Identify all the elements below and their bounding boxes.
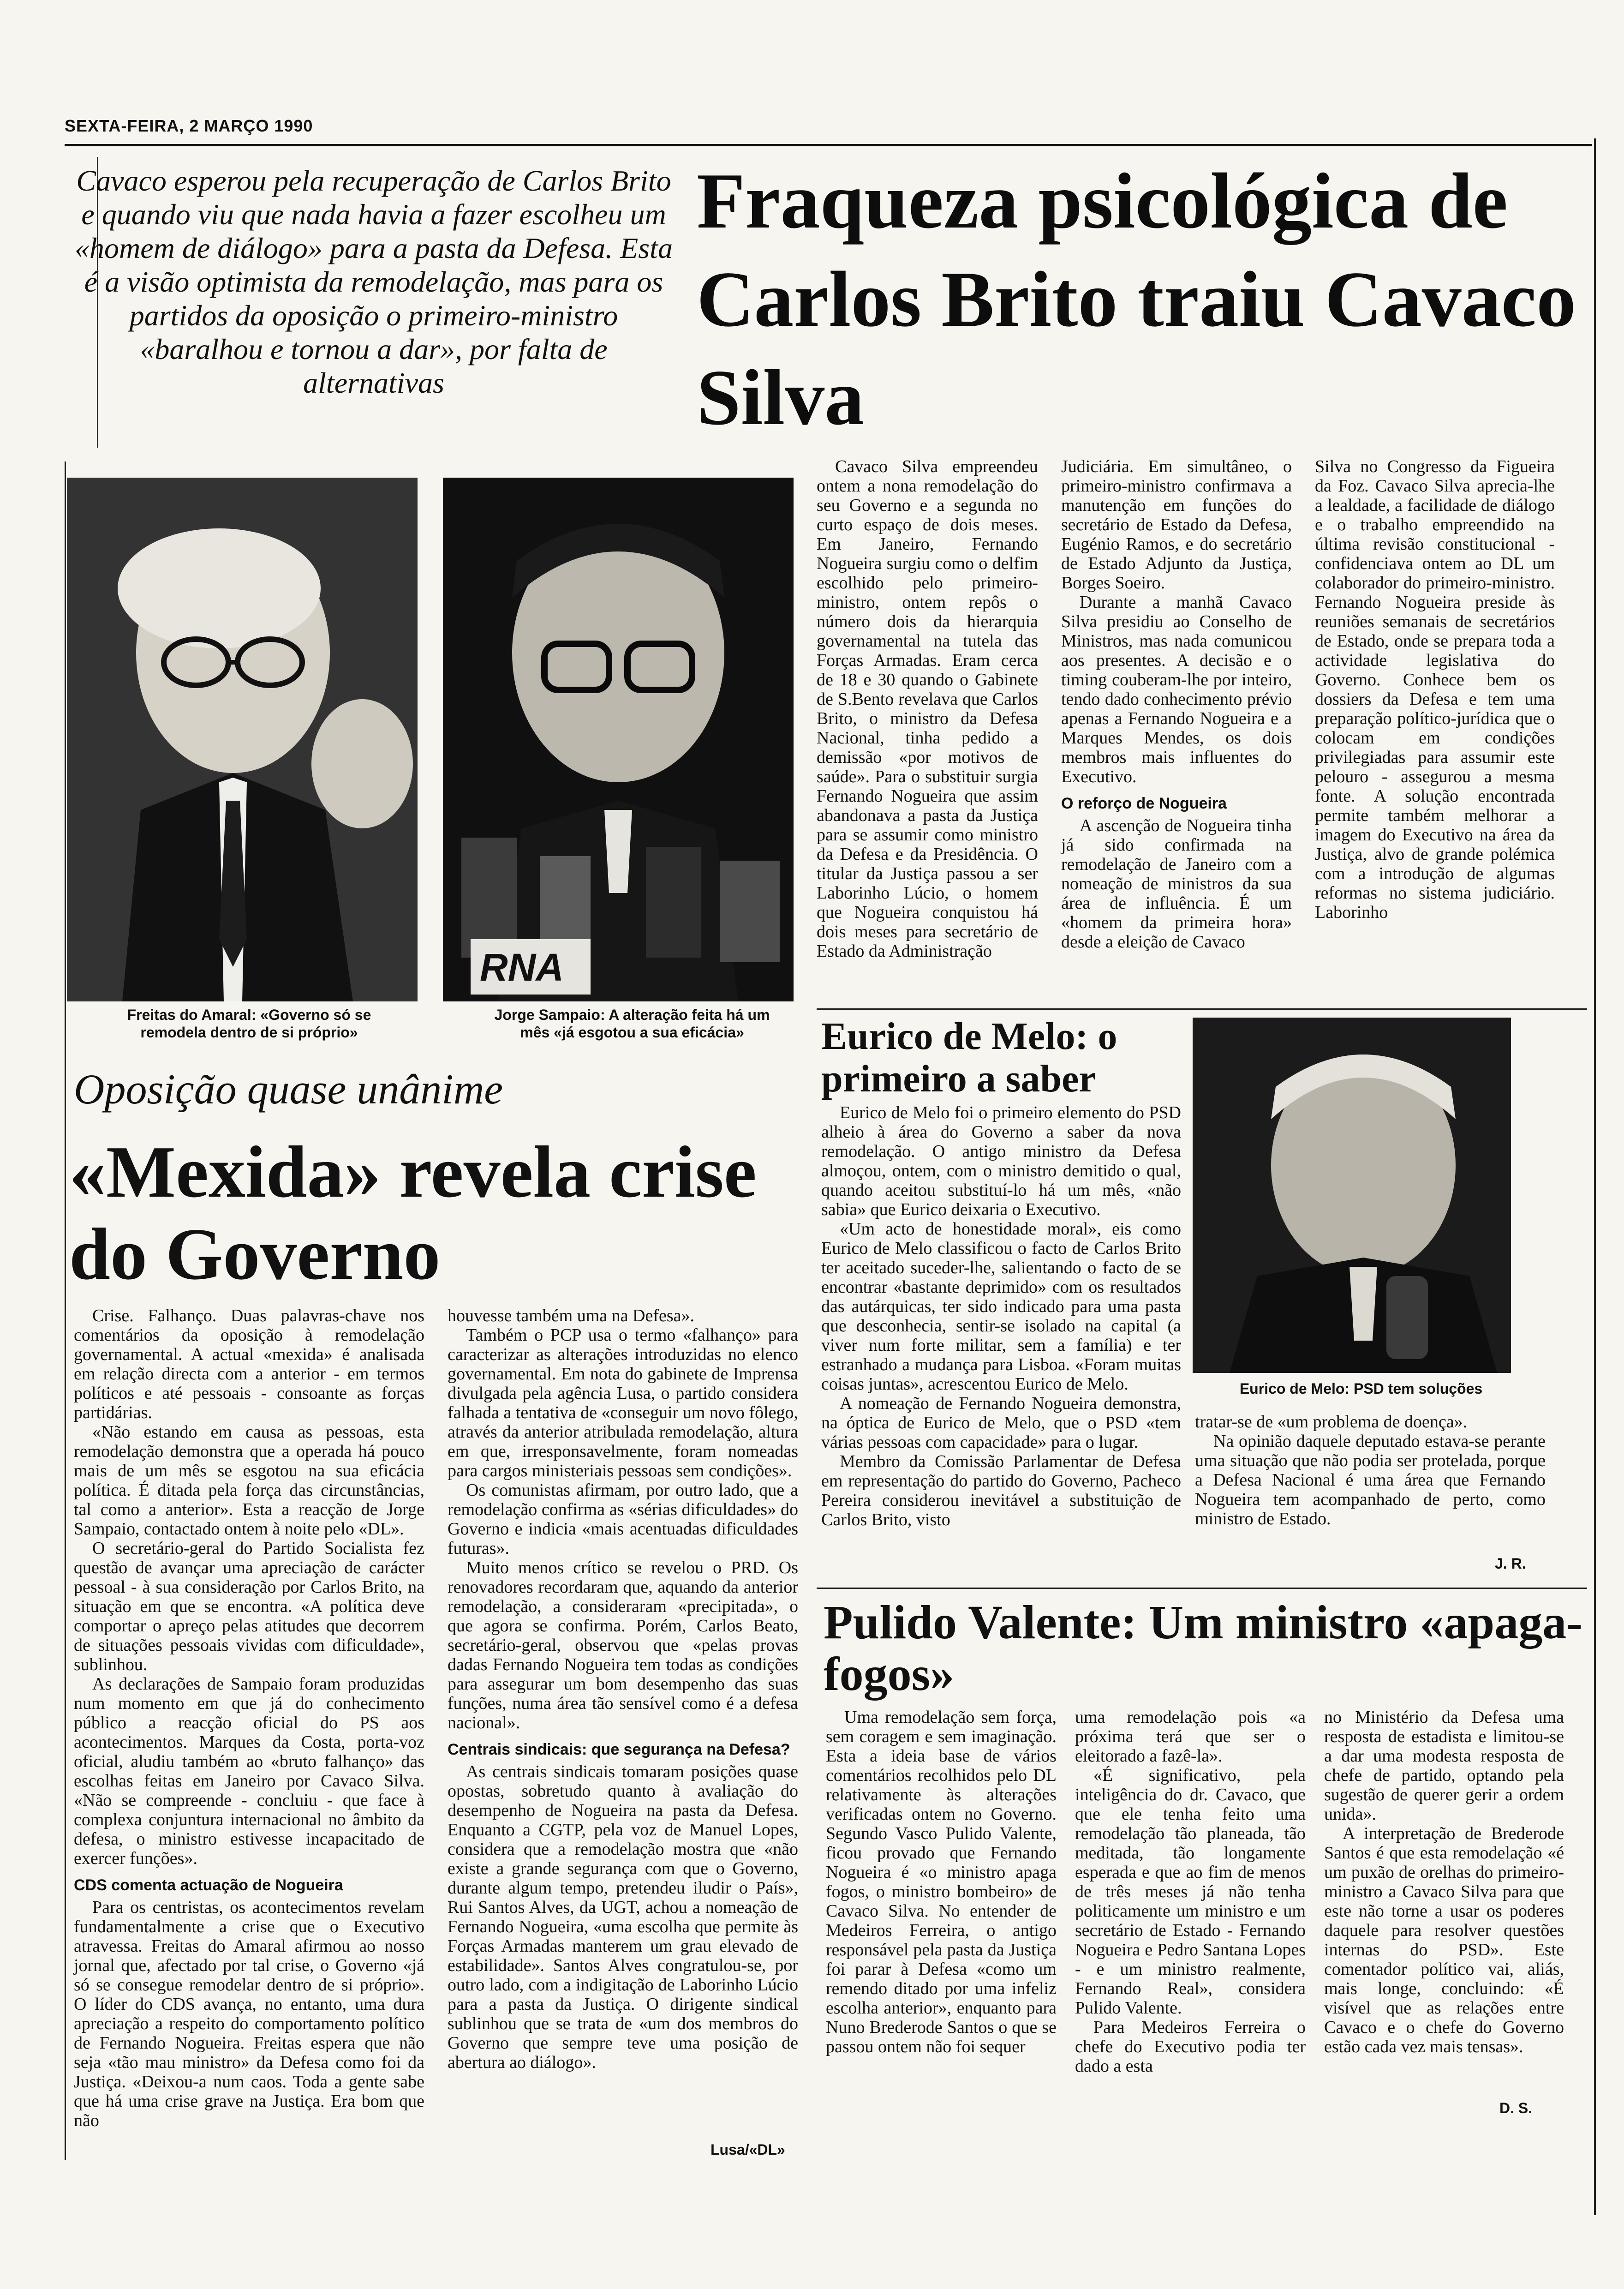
- eurico-signature: J. R.: [1495, 1555, 1526, 1572]
- photo-freitas-do-amaral: [67, 478, 418, 1001]
- pulido-column-3: [1324, 1708, 1564, 2056]
- oposicao-col1-para2: «Não estando em causa as pessoas, esta remodelação demonstra que a operada há pouco mais de um mês se esgotou na sua eficácia política. É ditada pela força das circunstâncias, tal como a anterior». Esta a reacção de Jorge Sampaio, contactado ontem à noite pelo «DL».: [74, 1422, 424, 1539]
- pulido-column-2: [1075, 1708, 1306, 2076]
- pulido-col2-para1: uma remodelação pois «a próxima terá que ser o eleitorado a fazê-la».: [1075, 1708, 1306, 1766]
- eurico-top-rule: [817, 1008, 1587, 1010]
- eurico-para3: A nomeação de Fernando Nogueira demonstra, na óptica de Eurico de Melo, que o PSD «tem várias pessoas com capacidade» para o lugar.: [821, 1394, 1181, 1452]
- photo-eurico-de-melo: [1193, 1018, 1511, 1373]
- main-col1-text: Cavaco Silva empreendeu ontem a nona remodelação do seu Governo e a segunda no curto espaço de dois meses. Em Janeiro, Fernando Nogueira surgiu como o delfim escolhido pelo primeiro-ministro, ontem repôs o número dois da hierarquia governamental na tutela das Forças Armadas. Eram cerca de 18 e 30 quando o Gabinete de S.Bento revelava que Carlos Brito, o ministro da Defesa Nacional, tinha pedido a demissão «por motivos de saúde». Para o substituir surgia Fernando Nogueira que assim abandonava a pasta da Justiça para se assumir como ministro da Defesa e da Presidência. O titular da Justiça passou a ser Laborinho Lúcio, o homem que Nogueira conquistou há dois meses para secretário de Estado da Administração: [817, 457, 1038, 961]
- oposicao-kicker: Oposição quase unânime: [74, 1066, 503, 1113]
- eurico-para5: tratar-se de «um problema de doença».: [1195, 1412, 1468, 1432]
- mic-flag-label: RNA: [480, 946, 564, 989]
- eurico-para4: Membro da Comissão Parlamentar de Defesa em representação do partido do Governo, Pacheco Pereira considerou inevitável a substituição de Carlos Brito, visto: [821, 1452, 1181, 1529]
- main-column-3: [1315, 457, 1555, 922]
- oposicao-signature: Lusa/«DL»: [710, 2141, 785, 2158]
- main-col2-para3: A ascenção de Nogueira tinha já sido confirmada na remodelação de Janeiro com a nomeação de ministros da sua área de influência. É um «homem da primeira hora» desde a eleição de Cavaco: [1061, 816, 1292, 952]
- oposicao-col1-para3: O secretário-geral do Partido Socialista fez questão de avançar uma apreciação de carácter pessoal - à sua consideração por Carlos Brito, na situação em que se encontra. «A política deve comportar o apreço pelas atitudes que decorrem de situações pessoais vividas com dificuldade», sublinhou.: [74, 1539, 424, 1674]
- oposicao-col1-para4: As declarações de Sampaio foram produzidas num momento em que já do conhecimento público a reacção oficial do PS aos acontecimentos. Marques da Costa, porta-voz oficial, aludiu também ao «bruto falhanço» das escolhas feitas em Janeiro por Cavaco Silva. «Não se compreende - concluiu - que face à complexa conjuntura internacional no âmbito da defesa, o ministro estivesse incapacitado de exercer funções».: [74, 1674, 424, 1868]
- pulido-col3-para2: A interpretação de Brederode Santos é que esta remodelação «é um puxão de orelhas do primeiro-ministro a Cavaco Silva para que este não torne a usar os poderes daquele para resolver questões internas do PSD». Este comentador político vai, aliás, mais longe, concluindo: «É visível que as relações entre Cavaco e o chefe do Governo estão cada vez mais tensas».: [1324, 1824, 1564, 2056]
- oposicao-headline: «Mexida» revela crise do Governo: [69, 1131, 757, 1295]
- right-border-rule: [1594, 138, 1596, 2215]
- dateline: SEXTA-FEIRA, 2 MARÇO 1990: [65, 116, 313, 135]
- pulido-column-1: [826, 1708, 1057, 2056]
- oposicao-col2-para2: Também o PCP usa o termo «falhanço» para caracterizar as alterações introduzidas no elenco governamental. Em nota do gabinete de Imprensa divulgada pela agência Lusa, o partido considera falhada a tentativa de «conseguir um novo fôlego, através da anterior atribulada remodelação, altura em que, irresponsavelmente, foram nomeadas para cargos ministeriais pessoas sem condições».: [448, 1325, 798, 1480]
- oposicao-col1-para5: Para os centristas, os acontecimentos revelam fundamentalmente a crise que o Executivo atravessa. Freitas do Amaral afirmou ao nosso jornal que, afectado por tal crise, o Governo «já só se consegue remodelar dentro de si próprio». O líder do CDS avança, no entanto, uma dura apreciação a respeito do comportamento político de Fernando Nogueira. Freitas espera que não seja «tão mau ministro» da Defesa como foi da Justiça. «Deixou-a num caos. Toda a gente sabe que há uma crise grave na Justiça. Era bom que não: [74, 1898, 424, 2130]
- pulido-col2-para3: Para Medeiros Ferreira o chefe do Executivo podia ter dado a esta: [1075, 2018, 1306, 2076]
- caption-jorge-sampaio: Jorge Sampaio: A alteração feita há um mês «já esgotou a sua eficácia»: [494, 1007, 770, 1041]
- main-col2-subhead: O reforço de Nogueira: [1061, 795, 1227, 812]
- main-column-2: [1061, 457, 1292, 952]
- eurico-headline: Eurico de Melo: o primeiro a saber: [821, 1015, 1117, 1100]
- pulido-headline: Pulido Valente: Um ministro «apaga-fogos»: [824, 1596, 1582, 1701]
- oposicao-column-2: [448, 1306, 798, 2072]
- main-col2-para1: Judiciária. Em simultâneo, o primeiro-ministro confirmava a manutenção em funções do secretário de Estado da Defesa, Eugénio Ramos, e do secretário de Estado Adjunto da Justiça, Borges Soeiro.: [1061, 457, 1292, 593]
- main-headline: Fraqueza psicológica de Carlos Brito traiu Cavaco Silva: [697, 157, 1576, 442]
- caption-eurico-de-melo: Eurico de Melo: PSD tem soluções: [1239, 1380, 1483, 1397]
- pulido-col1-text: Uma remodelação sem força, sem coragem e sem imaginação. Esta a ideia base de vários comentários recolhidos pelo DL relativamente às alterações verificadas ontem no Governo. Segundo Vasco Pulido Valente, ficou provado que Fernando Nogueira é «o ministro apaga fogos, o ministro bombeiro» de Cavaco Silva. No entender de Medeiros Ferreira, o antigo responsável pela pasta da Justiça foi parar à Defesa «como um remendo ditado por uma infeliz escolha anterior», enquanto para Nuno Brederode Santos o que se passou ontem não foi sequer: [826, 1708, 1057, 2056]
- header-rule: [65, 144, 1592, 146]
- main-col2-para2: Durante a manhã Cavaco Silva presidiu ao Conselho de Ministros, mas nada comunicou aos presentes. A decisão e o timing couberam-lhe por inteiro, tendo dado conhecimento prévio apenas a Fernando Nogueira e a Marques Mendes, os dois membros mais influentes do Executivo.: [1061, 593, 1292, 786]
- pulido-col2-para2: «É significativo, pela inteligência do dr. Cavaco, que que ele tenha feito uma remodelação tão planeada, tão meditada, tão longamente esperada e que ao fim de menos de três meses já não tenha politicamente um ministro e um secretário de Estado - Fernando Nogueira e Pedro Santana Lopes - e um ministro realmente, Fernando Real», considera Pulido Valente.: [1075, 1766, 1306, 2018]
- oposicao-col1-para1: Crise. Falhanço. Duas palavras-chave nos comentários da oposição à remodelação governamental. A actual «mexida» é analisada em relação directa com a anterior - em termos políticos e até pessoais - consoante as forças partidárias.: [74, 1306, 424, 1422]
- oposicao-col2-para5: As centrais sindicais tomaram posições quase opostas, sobretudo quanto à avaliação do desempenho de Nogueira na pasta da Defesa. Enquanto a CGTP, pela voz de Manuel Lopes, considera que a remodelação mostra que «não existe a grande segurança com que o Governo, durante algum tempo, pretendeu iludir o País», Rui Santos Alves, da UGT, achou a nomeação de Fernando Nogueira, «uma escolha que permite às Forças Armadas manterem um grau elevado de estabilidade». Santos Alves congratulou-se, por outro lado, com a indigitação de Laborinho Lúcio para a pasta da Justiça. O dirigente sindical sublinhou que se trata de «um dos membros do Governo que sempre teve uma posição de abertura ao diálogo».: [448, 1762, 798, 2072]
- oposicao-col2-subhead: Centrais sindicais: que segurança na Defesa?: [448, 1741, 790, 1758]
- eurico-para1: Eurico de Melo foi o primeiro elemento do PSD alheio à área do Governo a saber da nova remodelação. O antigo ministro da Defesa almoçou, ontem, com o ministro demitido o qual, quando aceitou substituí-lo há um mês, «não sabia» que Eurico deixaria o Executivo.: [821, 1103, 1181, 1219]
- main-column-1: [817, 457, 1038, 961]
- main-deck: Cavaco esperou pela recuperação de Carlos Brito e quando viu que nada havia a fazer escolheu um «homem de diálogo» para a pasta da Defesa. Esta é a visão optimista da remodelação, mas para os partidos da oposição o primeiro-ministro «baralhou e tornou a dar», por falta de alternativas: [75, 164, 673, 399]
- pulido-signature: D. S.: [1499, 2100, 1533, 2116]
- eurico-para2: «Um acto de honestidade moral», eis como Eurico de Melo classificou o facto de Carlos Brito ter aceitado suceder-lhe, salientando o facto de se encontrar «bastante deprimido» com os resultados das autárquicas, ter sido indicado para uma pasta que desconhecia, sentir-se isolado na capital (a viver num forte militar, sem a família) e ter estranhado a mudança para Lisboa. «Foram muitas coisas juntas», acrescentou Eurico de Melo.: [821, 1219, 1181, 1394]
- oposicao-col2-para3: Os comunistas afirmam, por outro lado, que a remodelação confirma as «sérias dificuldades» do Governo e indicia «mais acentuadas dificuldades futuras».: [448, 1480, 798, 1558]
- oposicao-col2-para4: Muito menos crítico se revelou o PRD. Os renovadores recordaram que, aquando da anterior remodelação, a consideraram «precipitada», o que agora se confirma. Porém, Carlos Beato, secretário-geral, observou que «pelas provas dadas Fernando Nogueira tem todas as condições para assegurar um bom desempenho das suas funções, numa área tão sensível como é a defesa nacional».: [448, 1558, 798, 1732]
- oposicao-column-1: [74, 1306, 424, 2130]
- left-border-rule: [65, 461, 66, 2160]
- caption-freitas-do-amaral: Freitas do Amaral: «Governo só se remodela dentro de si próprio»: [127, 1007, 371, 1041]
- eurico-column-2: [1195, 1412, 1546, 1528]
- pulido-top-rule: [817, 1588, 1587, 1589]
- oposicao-col2-para1: houvesse também uma na Defesa».: [448, 1306, 694, 1325]
- oposicao-col1-subhead: CDS comenta actuação de Nogueira: [74, 1876, 343, 1894]
- photo-jorge-sampaio: [443, 478, 794, 1001]
- pulido-col3-para1: no Ministério da Defesa uma resposta de estadista e limitou-se a dar uma modesta resposta de chefe de partido, optando pela sugestão de querer gerir a ordem unida».: [1324, 1708, 1564, 1824]
- main-col3-text: Silva no Congresso da Figueira da Foz. Cavaco Silva aprecia-lhe a lealdade, a facilidade de diálogo e o trabalho empreendido na última revisão constitucional - confidenciava ontem ao DL um colaborador do primeiro-ministro. Fernando Nogueira preside às reuniões semanais de secretários de Estado, onde se prepara toda a actividade legislativa do Governo. Conhece bem os dossiers da Defesa e tem uma preparação político-jurídica que o colocam em condições privilegiadas para assumir este pelouro - assegurou a mesma fonte. A solução encontrada permite também melhorar a imagem do Executivo na área da Justiça, alvo de grande polémica com a introdução de algumas reformas no sistema judiciário. Laborinho: [1315, 457, 1555, 922]
- eurico-para6: Na opinião daquele deputado estava-se perante uma situação que não podia ser protelada, porque a Defesa Nacional é uma área que Fernando Nogueira tem acompanhado de perto, como ministro de Estado.: [1195, 1432, 1546, 1528]
- eurico-column-1: [821, 1103, 1181, 1529]
